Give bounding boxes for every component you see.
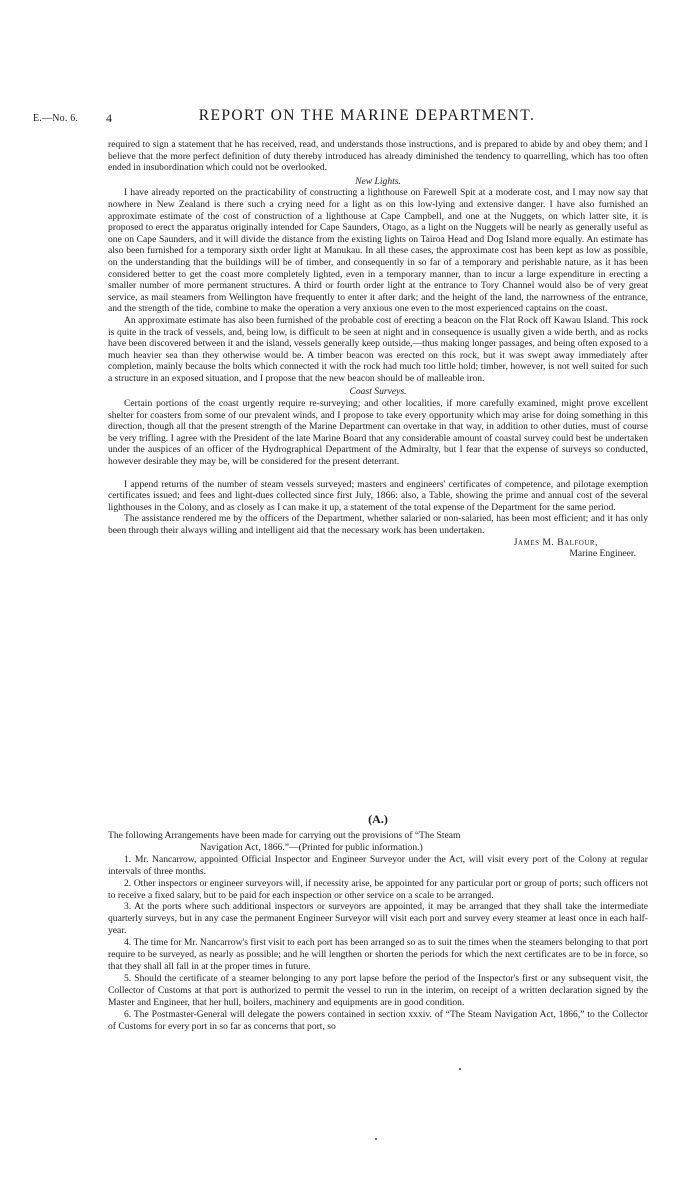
signature-role: Marine Engineer.	[569, 548, 636, 560]
signature-block	[108, 537, 648, 560]
intro-paragraph: required to sign a statement that he has received, read, and understands those instructions, and is prepared to abide by and obey them; and I believe that the more perfect definition of duty thereby introduced has already diminished the tendency to quarrelling, which has too often ended in insubordination which could not be overlooked.	[108, 139, 648, 174]
section-heading-coast-surveys: Coast Surveys.	[349, 386, 407, 398]
appendix-item-6: 6. The Postmaster-General will delegate the powers contained in section xxxiv. of “The Steam Navigation Act, 1866,” to the Collector of Customs for every port in so far as concerns that port, so	[108, 1008, 648, 1032]
appendix-lead-in-line-1: The following Arrangements have been made for carrying out the provisions of “The Steam	[108, 830, 461, 841]
appendix-body	[108, 830, 648, 1032]
new-lights-paragraph-2: An approximate estimate has also been furnished of the probable cost of erecting a beacon on the Flat Rock off Kawau Island. This rock is quite in the track of vessels, and, being low, is difficult to be seen at night and in consequence is usually given a wide berth, and as rocks have been discovered between it and the island, vessels generally keep outside,—thus making longer passages, and being often exposed to a much heavier sea than they otherwise would be. A timber beacon was erected on this rock, but it was swept away immediately after completion, mainly because the bolts which connected it with the rock had much too little hold; timber, however, is not well suited for such a structure in an exposed situation, and I propose that the new beacon should be of malleable iron.	[108, 314, 648, 384]
appendix-item-3: 3. At the ports where such additional inspectors or surveyors are appointed, it may be arranged that they shall take the intermediate quarterly surveys, but in any case the permanent Engineer Surveyor will visit each port and survey every steamer at least once in each half-year.	[108, 901, 648, 937]
page-number: 4	[106, 111, 112, 125]
page-speck-mark	[375, 1138, 377, 1140]
coast-surveys-paragraph: Certain portions of the coast urgently require re-surveying; and other localities, if more carefully examined, might prove excellent shelter for coasters from some of our prevalent winds, and I propose to take every opportunity which may arise for doing something in this direction, though all that the present strength of the Marine Department can overtake in that way, in addition to other duties, must of course be very trifling. I agree with the President of the late Marine Board that any considerable amount of coastal survey could best be undertaken under the auspices of an officer of the Hydrographical Department of the Admiralty, but I fear that the expense of surveys so conducted, however desirable they may be, will be considered for the present deterrant.	[108, 398, 648, 468]
appendix-item-5: 5. Should the certificate of a steamer belonging to any port lapse before the period of the Inspector's first or any subsequent visit, the Collector of Customs at that port is authorized to permit the vessel to run in the interim, on receipt of a written declaration signed by the Master and Engineer, that her hull, boilers, machinery and equipments are in good condition.	[108, 972, 648, 1008]
signature-name: James M. Balfour,	[513, 536, 598, 548]
appendix-heading: (A.)	[368, 812, 388, 826]
page-speck-mark	[459, 1068, 461, 1070]
returns-paragraph: I append returns of the number of steam vessels surveyed; masters and engineers' certificates of competence, and pilotage exemption certificates issued; and fees and light-dues collected since first July, 1866: also, a Table, showing the prime and annual cost of the several lighthouses in the Colony, and as closely as I can make it up, a statement of the total expense of the Department for the same period.	[108, 478, 648, 513]
assistance-paragraph: The assistance rendered me by the officers of the Department, whether salaried or non-salaried, has been most efficient; and it has only been through their always willing and intelligent aid that the necessary work has been undertaken.	[108, 513, 648, 536]
appendix-lead-in-line-2: Navigation Act, 1866.”—(Printed for public information.)	[200, 841, 423, 853]
appendix-item-4: 4. The time for Mr. Nancarrow's first visit to each port has been arranged so as to suit the times when the steamers belonging to that port require to be surveyed, as nearly as possible; and he will lengthen or shorten the periods for which the next certificates are to be in force, so that they shall all fall in at the proper times in future.	[108, 937, 648, 972]
page-title: REPORT ON THE MARINE DEPARTMENT.	[198, 107, 536, 124]
appendix-item-1: 1. Mr. Nancarrow, appointed Official Inspector and Engineer Surveyor under the Act, will visit every port of the Colony at regular intervals of three months.	[108, 853, 648, 877]
report-body	[108, 139, 648, 560]
document-reference: E.—No. 6.	[33, 113, 79, 124]
new-lights-paragraph-1: I have already reported on the practicability of constructing a lighthouse on Farewell Spit at a moderate cost, and I may now say that nowhere in New Zealand is there such a crying need for a light as on this low-lying and extensive danger. I have also furnished an approximate estimate of the cost of construction of a lighthouse at Cape Campbell, and one at the Nuggets, on which latter site, it is proposed to erect the apparatus originally intended for Cape Saunders, Otago, as a light on the Nuggets will be nearly as generally useful as one on Cape Saunders, and it will divide the distance from the existing lights on Tairoa Head and Dog Island more equally. An estimate has also been furnished for a temporary sixth order light at Manukau. In all these cases, the approximate cost has been kept as low as possible, on the understanding that the buildings will be of timber, and consequently in so far of a temporary and perishable nature, as it has been considered better to get the coast more completely lighted, even in a temporary manner, than to incur a large expenditure in erecting a smaller number of more permanent structures. A third or fourth order light at the entrance to Tory Channel would also be of very great service, as mail steamers from Wellington have frequently to enter it after dark; and the height of the land, the narrowness of the entrance, and the strength of the tide, combine to make the operation a very anxious one even to the most experienced captains on the coast.	[108, 187, 648, 315]
appendix-lead-in	[108, 830, 648, 854]
section-heading-new-lights: New Lights.	[355, 175, 401, 187]
appendix-item-2: 2. Other inspectors or engineer surveyors will, if necessity arise, be appointed for any particular port or group of ports; such officers not to receive a fixed salary, but to be paid for each inspection or other service on a scale to be arranged.	[108, 877, 648, 901]
